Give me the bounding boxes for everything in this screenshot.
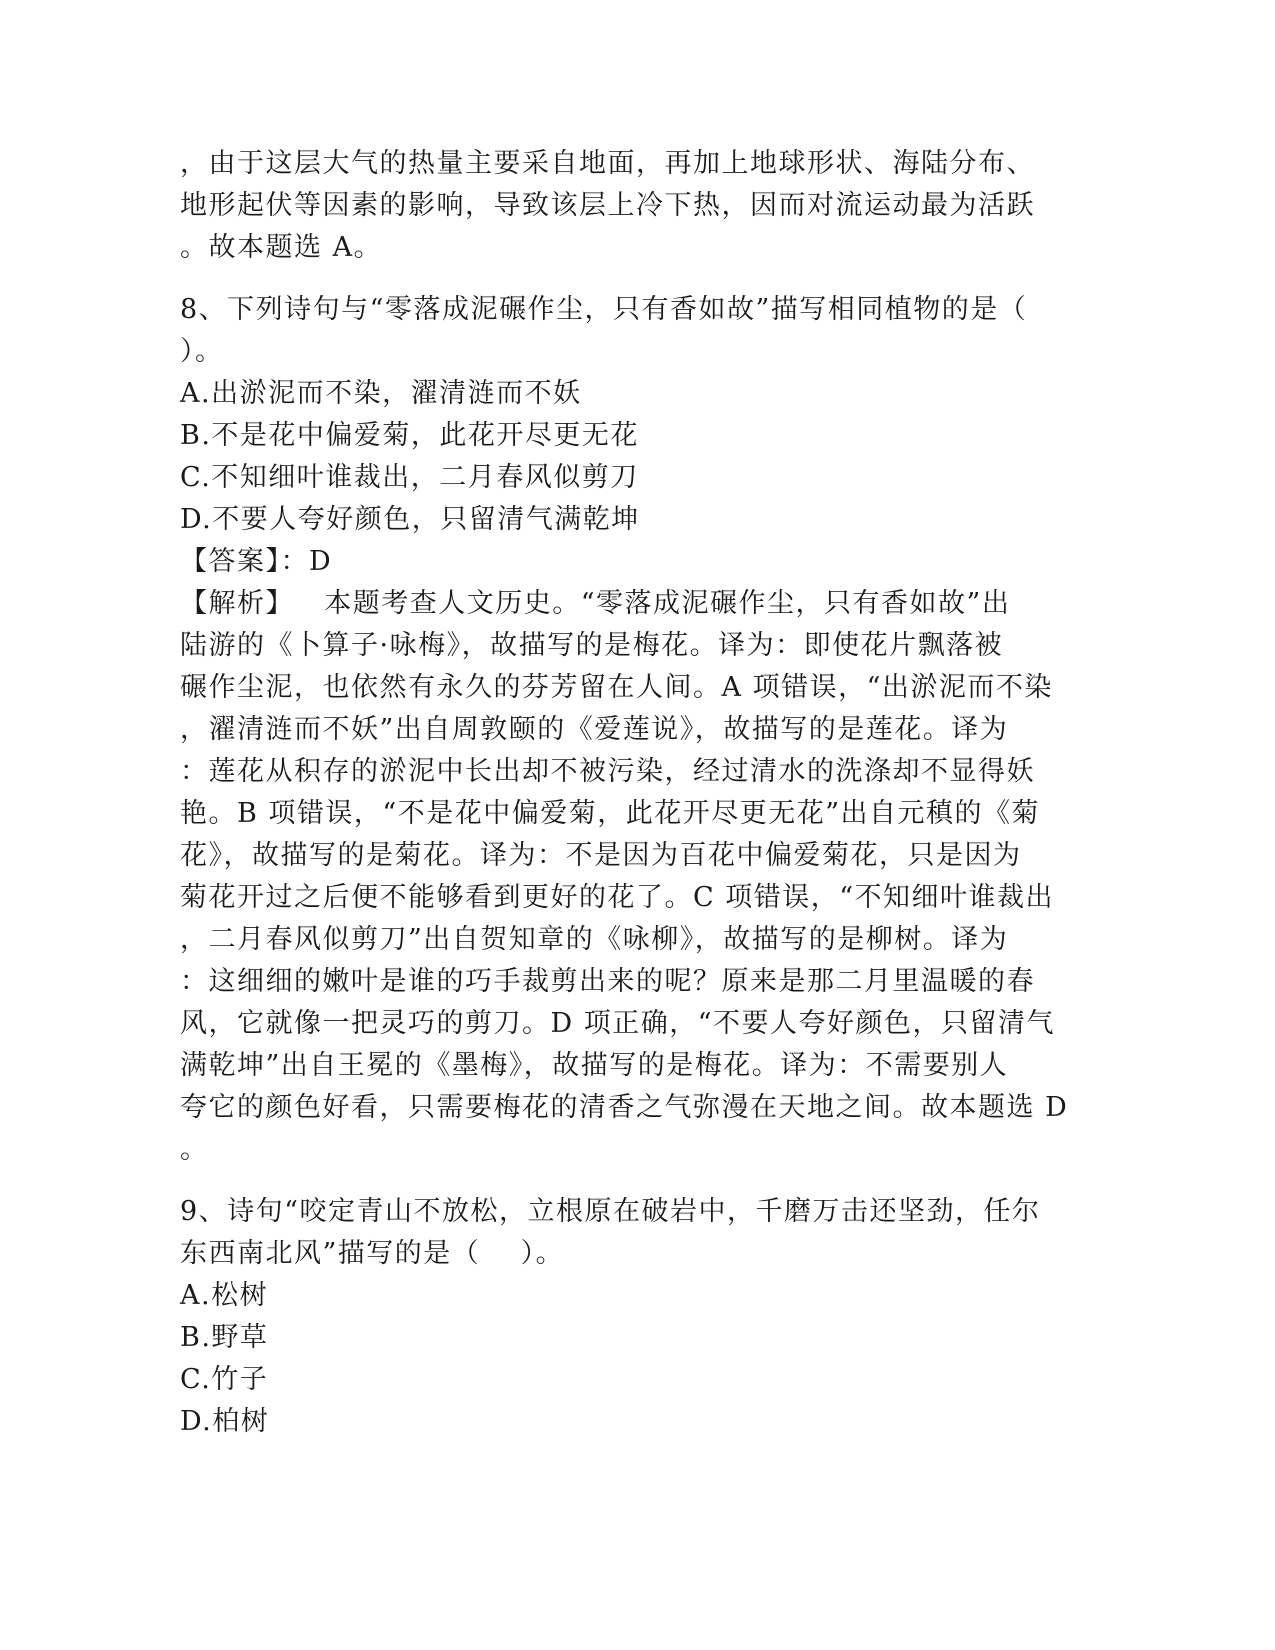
analysis-line: 。 <box>180 1134 209 1165</box>
analysis-line: 风，它就像一把灵巧的剪刀。D 项正确，“不要人夸好颜色，只留清气 <box>180 1008 1056 1039</box>
question-8-option-c: C.不知细叶谁裁出，二月春风似剪刀 <box>180 462 639 493</box>
question-9-option-a: A.松树 <box>180 1280 269 1311</box>
question-9-stem: 东西南北风”描写的是（ ）。 <box>180 1238 565 1269</box>
analysis-line: 陆游的《卜算子·咏梅》，故描写的是梅花。译为：即使花片飘落被 <box>180 630 1004 661</box>
question-8-option-d: D.不要人夸好颜色，只留清气满乾坤 <box>180 504 640 535</box>
text-line: 。故本题选 A。 <box>180 232 383 263</box>
analysis-line: 夸它的颜色好看，只需要梅花的清香之气弥漫在天地之间。故本题选 D <box>180 1092 1069 1123</box>
analysis-line: 花》，故描写的是菊花。译为：不是因为百花中偏爱菊花，只是因为 <box>180 840 1022 871</box>
text-line: 地形起伏等因素的影响，导致该层上冷下热，因而对流运动最为活跃 <box>180 190 1035 221</box>
analysis-line: 菊花开过之后便不能够看到更好的花了。C 项错误，“不知细叶谁裁出 <box>180 882 1055 913</box>
analysis-line: ：莲花从积存的淤泥中长出却不被污染，经过清水的洗涤却不显得妖 <box>180 756 1035 787</box>
analysis-line: 碾作尘泥，也依然有永久的芬芳留在人间。A 项错误，“出淤泥而不染 <box>180 672 1053 703</box>
analysis-line: ，濯清涟而不妖”出自周敦颐的《爱莲说》，故描写的是莲花。译为 <box>180 714 1009 745</box>
question-8 <box>180 289 1080 1171</box>
analysis-line: 艳。B 项错误，“不是花中偏爱菊，此花开尽更无花”出自元稹的《菊 <box>180 798 1041 829</box>
question-9-option-c: C.竹子 <box>180 1364 269 1395</box>
question-8-answer: 【答案】：D <box>180 546 333 577</box>
analysis-line: ：这细细的嫩叶是谁的巧手裁剪出来的呢？原来是那二月里温暖的春 <box>180 966 1035 997</box>
question-8-stem: 8、下列诗句与“零落成泥碾作尘，只有香如故”描写相同植物的是（ <box>180 294 1028 325</box>
intro-continuation <box>180 143 1080 269</box>
question-8-analysis <box>180 583 1080 1171</box>
analysis-line: 【解析】 本题考查人文历史。“零落成泥碾作尘，只有香如故”出 <box>180 588 1011 619</box>
question-8-option-b: B.不是花中偏爱菊，此花开尽更无花 <box>180 420 639 451</box>
question-8-option-a: A.出淤泥而不染，濯清涟而不妖 <box>180 378 582 409</box>
analysis-line: 满乾坤”出自王冕的《墨梅》，故描写的是梅花。译为：不需要别人 <box>180 1050 1009 1081</box>
analysis-line: ，二月春风似剪刀”出自贺知章的《咏柳》，故描写的是柳树。译为 <box>180 924 1009 955</box>
question-9-option-b: B.野草 <box>180 1322 269 1353</box>
question-9-option-d: D.柏树 <box>180 1406 270 1437</box>
document-page <box>180 143 1080 1443</box>
question-9-stem: 9、诗句“咬定青山不放松，立根原在破岩中，千磨万击还坚劲，任尔 <box>180 1196 1041 1227</box>
question-9 <box>180 1191 1080 1443</box>
text-line: ，由于这层大气的热量主要采自地面，再加上地球形状、海陆分布、 <box>180 148 1035 179</box>
question-8-stem: ）。 <box>180 336 224 367</box>
